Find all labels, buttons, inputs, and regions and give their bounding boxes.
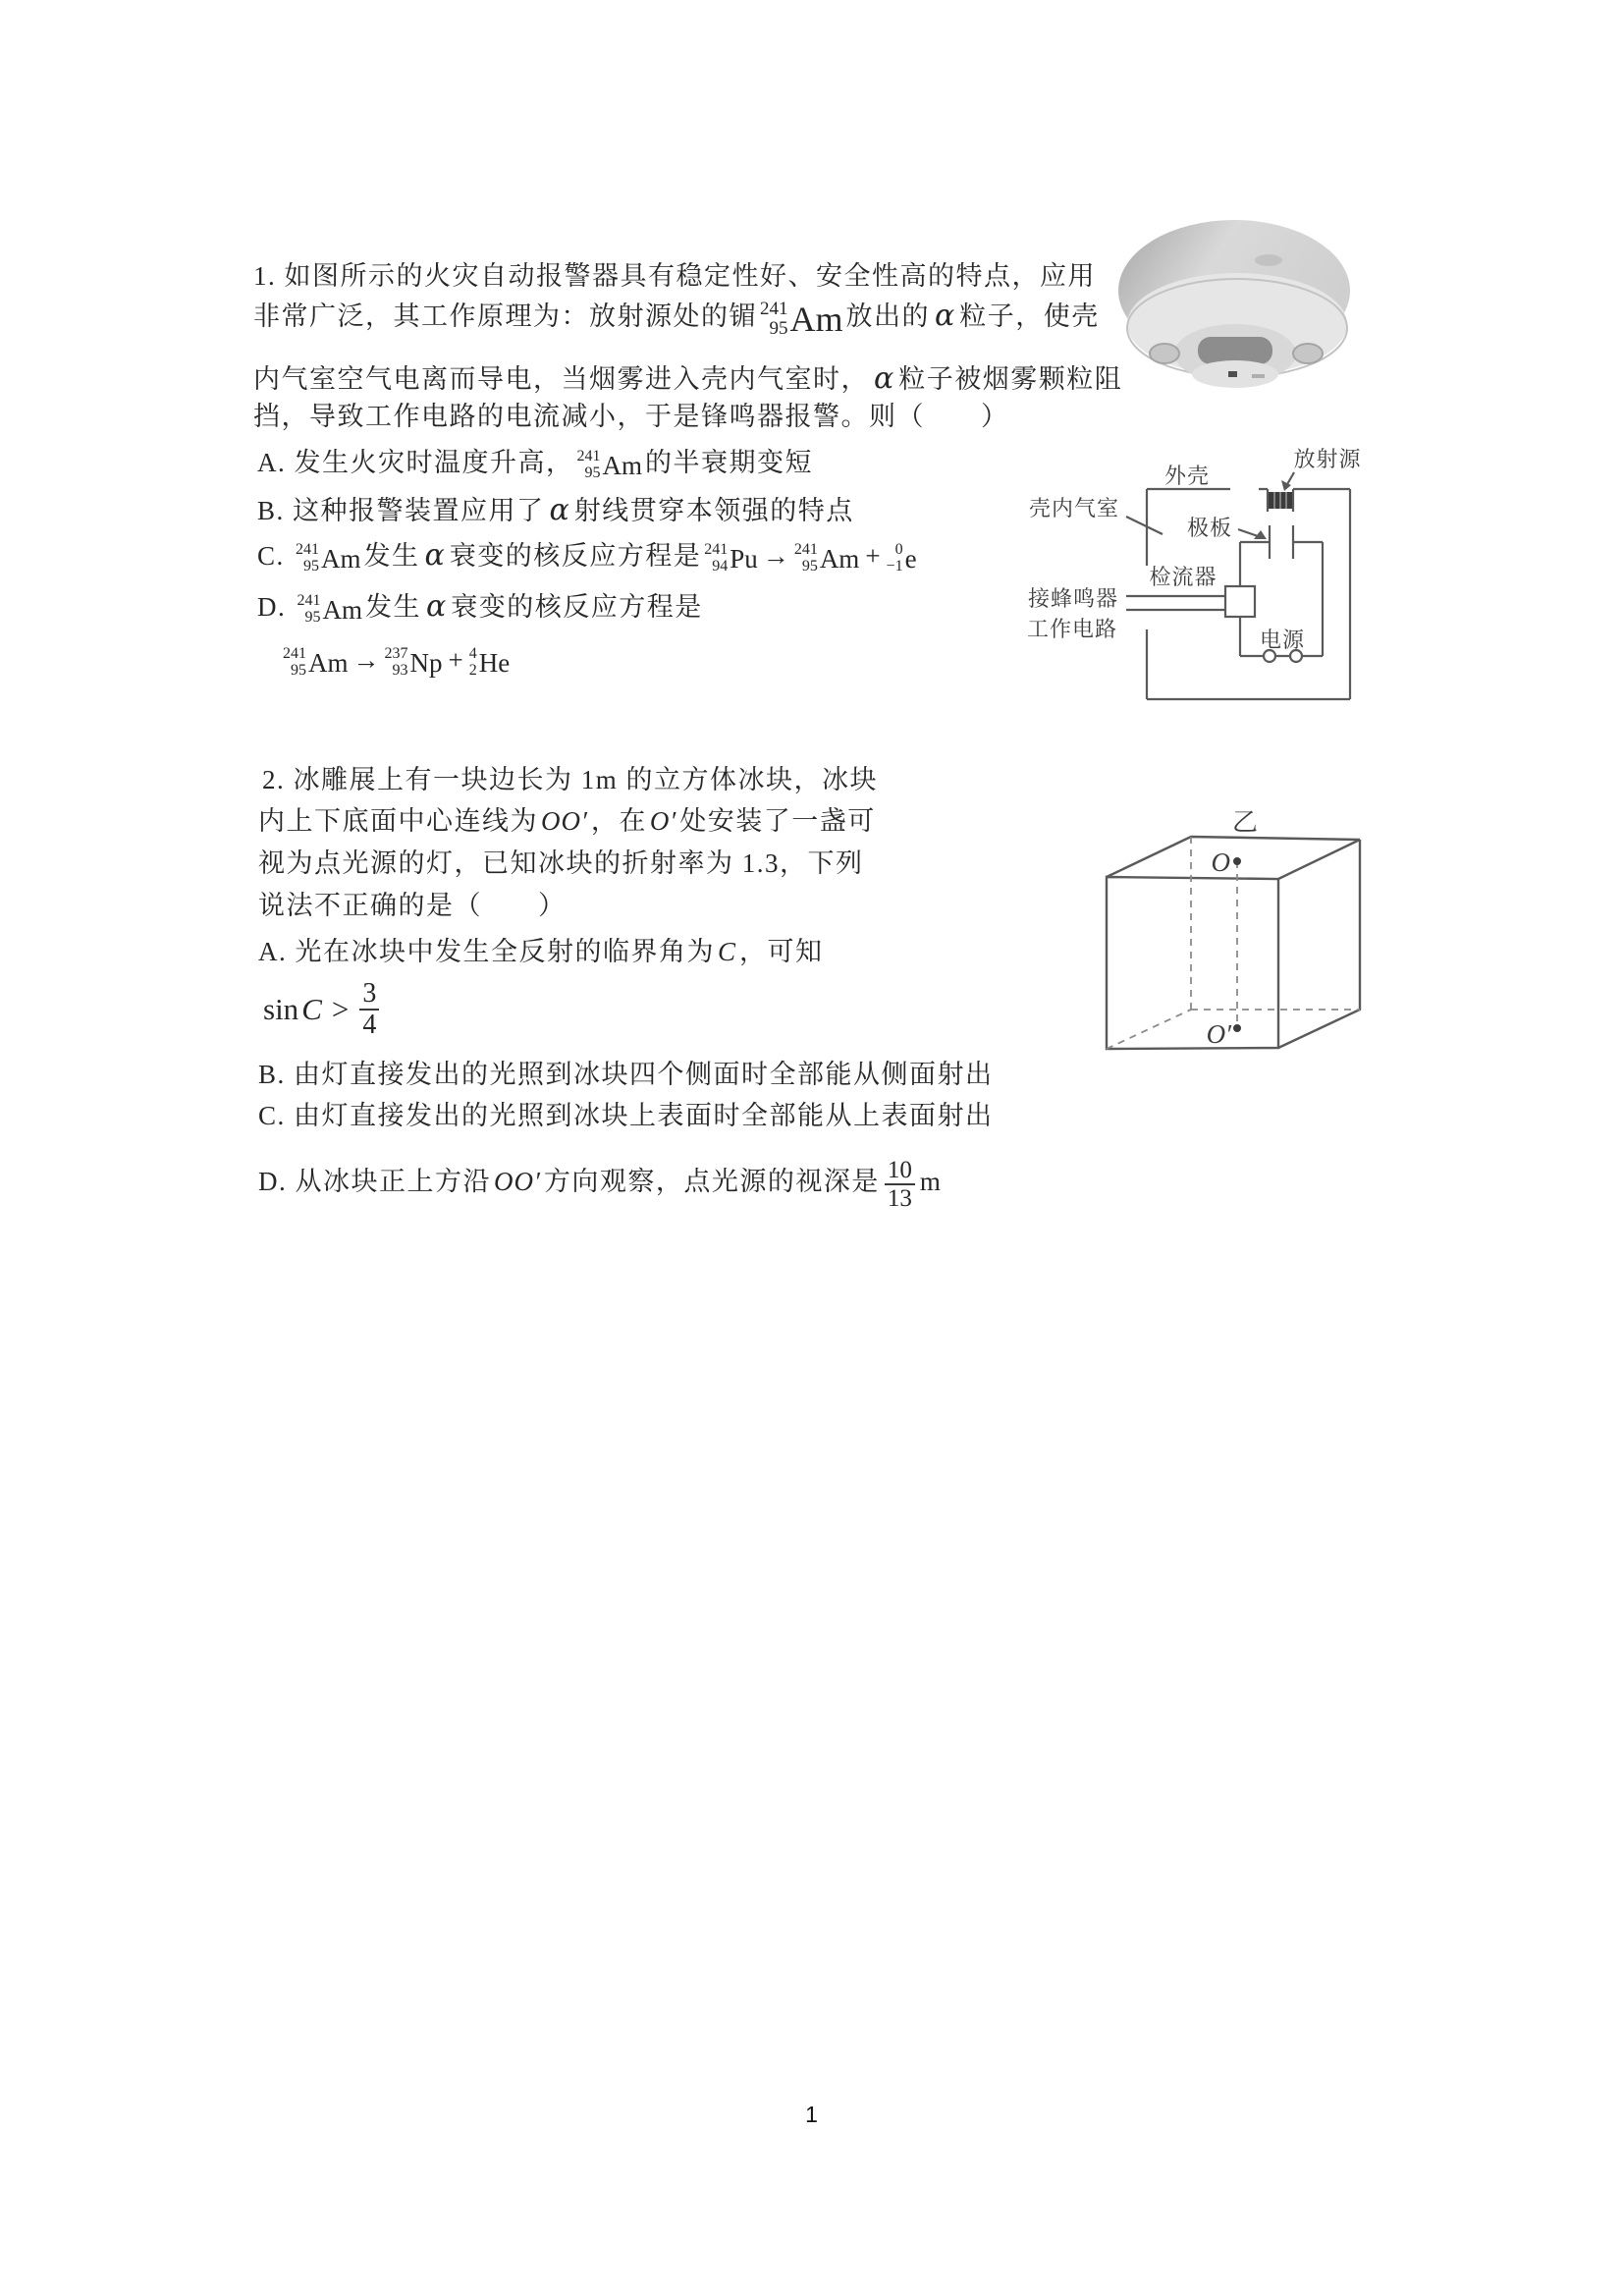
- cube-right-face: [1278, 840, 1360, 1048]
- isotope-am-241: [577, 447, 643, 484]
- atomic-number: −1: [886, 557, 903, 574]
- hidden-bottom-left-edge: [1107, 1010, 1191, 1049]
- q2-option-a-pre: A. 光在冰块中发生全反射的临界角为: [258, 937, 715, 966]
- mass-number: 241: [793, 541, 818, 559]
- q1-line-4: [253, 398, 1009, 435]
- variable-oo-prime: OO′: [541, 806, 588, 836]
- mass-number: 4: [468, 645, 477, 663]
- isotope-am-241: [298, 591, 363, 629]
- element-symbol: Np: [409, 647, 443, 678]
- fraction-3-4: [359, 979, 379, 1040]
- atomic-number: 94: [712, 557, 729, 574]
- point-o-prime-dot: [1233, 1024, 1241, 1032]
- q1-line-1-text: 1. 如图所示的火灾自动报警器具有稳定性好、安全性高的特点，应用: [253, 261, 1096, 291]
- isotope-pu-241: [704, 540, 758, 577]
- q1-line-3-pre: 内气室空气电离而导电，当烟雾进入壳内气室时，: [253, 364, 869, 394]
- isotope-stack: [794, 542, 818, 574]
- reaction-arrow: →: [352, 645, 380, 675]
- mass-number: 0: [894, 541, 903, 559]
- alpha-symbol: α: [549, 493, 569, 527]
- option-b-pre: B. 这种报警装置应用了: [257, 496, 545, 525]
- atomic-number: 95: [769, 317, 788, 339]
- source-label: 放射源: [1293, 447, 1362, 471]
- atomic-number: 95: [303, 557, 320, 574]
- isotope-stack: [283, 646, 306, 679]
- atomic-number: 93: [392, 661, 408, 679]
- fraction-10-13: [885, 1157, 915, 1212]
- variable-o-prime: O′: [649, 806, 677, 836]
- q2-line-2: [258, 802, 876, 840]
- element-symbol: e: [904, 543, 917, 574]
- q2-line-3: [258, 845, 864, 882]
- buzzer-wires: [1126, 596, 1225, 610]
- mass-number: 241: [283, 645, 306, 663]
- cube-front-face: [1107, 877, 1278, 1049]
- element-symbol: Am: [308, 647, 349, 678]
- mass-number: 237: [384, 645, 408, 663]
- isotope-am-241: [296, 540, 361, 577]
- isotope-stack: [469, 646, 477, 679]
- smoke-detector-photo: [1100, 204, 1394, 401]
- chamber-leader-line: [1126, 517, 1163, 534]
- option-b-end: 射线贯穿本领强的特点: [573, 496, 854, 525]
- isotope-am-241: [283, 644, 349, 682]
- power-label: 电源: [1259, 628, 1306, 652]
- isotope-am-241: [794, 540, 860, 577]
- cube-solid-edges: [1107, 837, 1360, 1049]
- q2-option-b: [258, 1056, 994, 1093]
- q2-option-d: [258, 1157, 942, 1212]
- mass-number: 241: [704, 541, 729, 559]
- plus-sign: +: [448, 645, 463, 675]
- cube-hidden-edges: [1107, 837, 1360, 1049]
- q2-line-4: [258, 887, 567, 924]
- element-symbol: Am: [321, 543, 361, 574]
- plate-label: 极板: [1186, 516, 1233, 540]
- element-symbol: Pu: [730, 543, 758, 574]
- atomic-number: 95: [584, 464, 601, 481]
- q2-line-1-text: 2. 冰雕展上有一块边长为 1m 的立方体冰块，冰块: [262, 765, 879, 794]
- alarm-circuit-diagram: [982, 437, 1434, 722]
- q2-option-d-pre: D. 从冰块正上方沿: [258, 1167, 491, 1197]
- option-c-label: C.: [257, 541, 294, 571]
- q2-option-d-mid: 方向观察，点光源的视深是: [543, 1167, 880, 1197]
- q2-line-2-end: 处安装了一盏可: [679, 806, 876, 836]
- q1-line-4-text: 挡，导致工作电路的电流减小，于是锋鸣器报警。则（ ）: [253, 402, 1009, 431]
- isotope-stack: [577, 449, 601, 481]
- alpha-symbol: α: [874, 361, 894, 396]
- atomic-number: 95: [801, 557, 818, 574]
- q2-line-2-pre: 内上下底面中心连线为: [258, 806, 538, 836]
- q1-line-2-end: 粒子，使壳: [959, 301, 1100, 331]
- cube-title-label: 乙: [1231, 808, 1259, 837]
- element-symbol: Am: [819, 543, 860, 574]
- option-a-end: 的半衰期变短: [645, 448, 813, 477]
- q2-line-4-text: 说法不正确的是（ ）: [258, 891, 567, 920]
- q2-option-c-text: C. 由灯直接发出的光照到冰块上表面时全部能从上表面射出: [258, 1101, 994, 1130]
- option-d-t1: 发生: [365, 592, 421, 622]
- point-o-dot: [1233, 857, 1241, 865]
- variable-oo-prime: OO′: [494, 1167, 541, 1197]
- isotope-stack: [704, 542, 728, 574]
- atomic-number: 2: [468, 661, 477, 679]
- alpha-symbol: α: [424, 538, 445, 573]
- galvanometer-box: [1225, 586, 1255, 617]
- point-o-prime-label: O′: [1206, 1019, 1231, 1049]
- isotope-stack: [760, 300, 788, 339]
- plates: [1270, 525, 1293, 559]
- q1-option-c: [257, 537, 920, 577]
- plus-sign: +: [865, 541, 881, 571]
- shell-label: 外壳: [1163, 464, 1211, 488]
- q2-option-a-formula: [263, 979, 384, 1040]
- variable-c: C: [301, 992, 323, 1027]
- cube-top-face: [1107, 837, 1360, 879]
- mass-number: 241: [760, 299, 788, 320]
- sin-function: sin: [263, 992, 299, 1027]
- reaction-arrow: →: [762, 541, 789, 571]
- alpha-symbol: α: [935, 299, 955, 333]
- atomic-number: 95: [304, 608, 321, 626]
- galvanometer-label: 检流器: [1149, 565, 1217, 589]
- q1-line-2-pre: 非常广泛，其工作原理为：放射源处的镅: [253, 301, 757, 331]
- q2-option-a: [258, 933, 824, 970]
- chamber-label: 壳内气室: [1028, 496, 1120, 520]
- element-symbol: Am: [602, 450, 642, 480]
- numerator: 10: [887, 1157, 912, 1183]
- isotope-electron: [887, 540, 917, 577]
- mass-number: 241: [576, 448, 601, 465]
- buzzer-label-line1: 接蜂鸣器: [1027, 586, 1119, 611]
- isotope-stack: [385, 646, 408, 679]
- atomic-number: 95: [291, 661, 306, 679]
- numerator: 3: [362, 978, 377, 1009]
- q2-option-c: [258, 1097, 994, 1134]
- q2-line-2-mid: ，在: [590, 806, 647, 836]
- variable-c: C: [718, 937, 737, 966]
- page-number: 1: [805, 2102, 818, 2127]
- greater-than-sign: >: [331, 992, 350, 1027]
- denominator: 13: [885, 1183, 915, 1212]
- q2-option-b-text: B. 由灯直接发出的光照到冰块四个侧面时全部能从侧面射出: [258, 1060, 994, 1089]
- buzzer-label-line2: 工作电路: [1026, 617, 1118, 641]
- q1-line-2: [253, 298, 1100, 339]
- q1-option-b: [257, 492, 854, 529]
- q1-line-3: [253, 360, 1122, 398]
- option-c-t2: 衰变的核反应方程是: [449, 541, 702, 571]
- q1-option-d-equation: [280, 641, 513, 682]
- element-symbol: He: [478, 647, 511, 678]
- mass-number: 241: [297, 592, 321, 610]
- option-d-t2: 衰变的核反应方程是: [451, 592, 703, 622]
- q1-option-a: [257, 444, 813, 484]
- element-symbol: Am: [322, 594, 362, 625]
- element-symbol: Am: [789, 299, 843, 339]
- isotope-am-241: [760, 300, 843, 339]
- alpha-symbol: α: [426, 589, 447, 624]
- denominator: 4: [359, 1009, 379, 1040]
- detector-mesh-window: [1198, 337, 1272, 364]
- detector-body: [1118, 220, 1350, 388]
- isotope-stack: [887, 542, 903, 574]
- ice-cube-diagram: [1090, 793, 1384, 1064]
- q2-option-d-unit: m: [919, 1167, 943, 1197]
- isotope-np-237: [385, 644, 443, 682]
- q2-line-3-text: 视为点光源的灯，已知冰块的折射率为 1.3，下列: [258, 848, 864, 878]
- isotope-he-4: [469, 644, 510, 682]
- point-o-label: O: [1211, 847, 1230, 877]
- q1-line-1: [253, 257, 1096, 295]
- q1-line-3-end: 粒子被烟雾颗粒阻: [898, 364, 1123, 394]
- isotope-stack: [296, 542, 319, 574]
- option-c-t1: 发生: [363, 541, 420, 571]
- q2-option-a-end: ，可知: [739, 937, 824, 966]
- q2-line-1: [262, 761, 878, 798]
- mass-number: 241: [296, 541, 320, 559]
- isotope-stack: [298, 593, 321, 626]
- option-d-label: D.: [257, 592, 295, 622]
- q1-line-2-mid: 放出的: [845, 301, 930, 331]
- option-a-pre: A. 发生火灾时温度升高，: [257, 448, 574, 477]
- q1-option-d: [257, 588, 703, 629]
